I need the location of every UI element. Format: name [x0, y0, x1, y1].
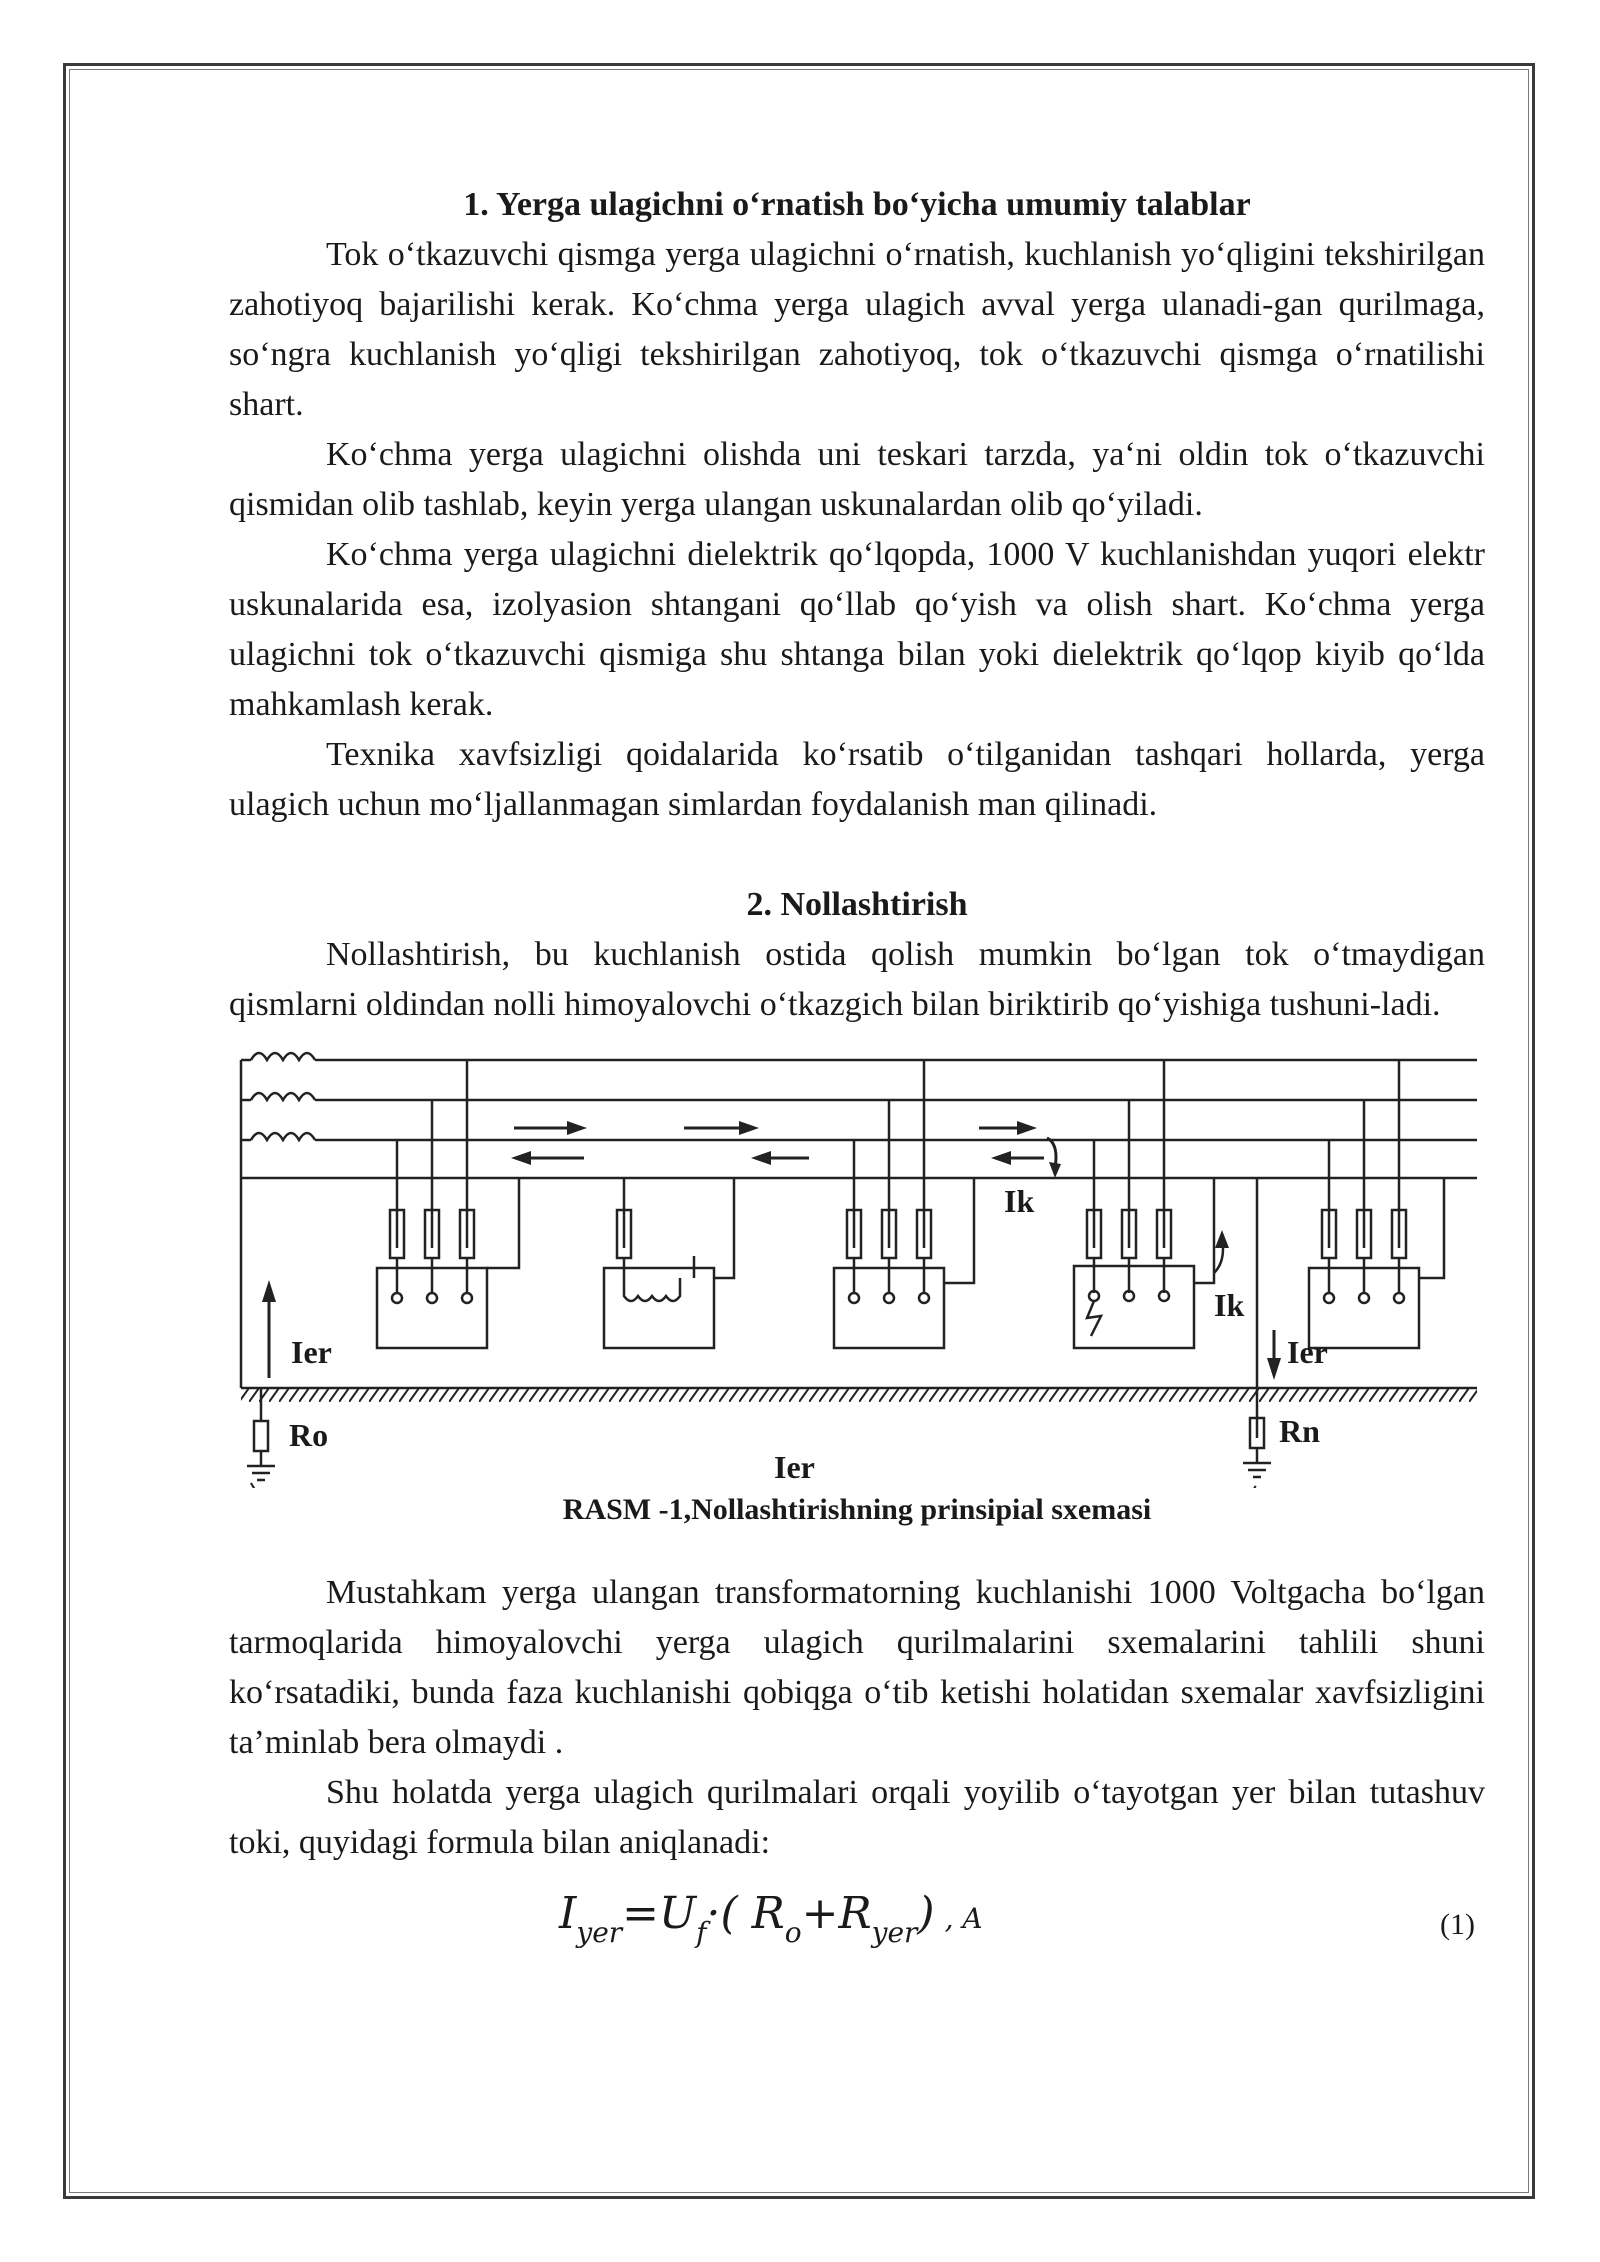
- section1-paragraph: Ko‘chma yerga ulagichni olishda uni teskari tarzda, ya‘ni oldin tok o‘tkazuvchi qismidan olib tashlab, keyin yerga ulangan uskunalardan olib qo‘yiladi.: [229, 436, 1485, 523]
- section2-heading: 2. Nollashtirish: [746, 886, 968, 923]
- equation-number: (1): [1440, 1908, 1475, 1941]
- label-rn: Rn: [1279, 1413, 1320, 1449]
- label-ier-left: Ier: [291, 1334, 332, 1370]
- earth-hatching: [241, 1388, 1477, 1402]
- label-ik-top: Ik: [1004, 1183, 1035, 1219]
- earth-current-formula: $I_{yer}=U_f\cdot$( $R_o+R_{yer}$) , A: [559, 1888, 983, 1949]
- transformer-winding-a: [251, 1053, 315, 1060]
- transformer-winding-b: [251, 1093, 315, 1100]
- formula-row: [229, 1888, 1485, 1978]
- consumer-box-2: [604, 1268, 714, 1348]
- section2-paragraph: Nollashtirish, bu kuchlanish ostida qolish mumkin bo‘lgan tok o‘tmaydigan qismlarni oldindan nolli himoyalovchi o‘tkazgich bilan biriktirib qo‘yishiga tushuni-ladi.: [229, 936, 1485, 1023]
- section1-heading: 1. Yerga ulagichni o‘rnatish bo‘yicha umumiy talablar: [463, 186, 1251, 223]
- section3-paragraph: Shu holatda yerga ulagich qurilmalari orqali yoyilib o‘tayotgan yer bilan tutashuv toki, quyidagi formula bilan aniqlanadi:: [229, 1774, 1485, 1861]
- section3-paragraph: Mustahkam yerga ulangan transformatorning kuchlanishi 1000 Voltgacha bo‘lgan tarmoqlarida himoyalovchi yerga ulagich qurilmalarini sxemalarini tahlili shuni ko‘rsatadiki, bunda faza kuchlanishi qobiqga o‘tib ketishi holatidan sxemalar xavfsizligini ta’minlab bera olmaydi .: [229, 1574, 1485, 1761]
- label-ro: Ro: [289, 1417, 329, 1453]
- transformer-winding-c: [251, 1133, 315, 1140]
- label-ier-right: Ier: [1287, 1334, 1328, 1370]
- section1-paragraph: Ko‘chma yerga ulagichni dielektrik qo‘lqopda, 1000 V kuchlanishdan yuqori elektr uskunalarida esa, izolyasion shtangani qo‘llab qo‘yish va olish shart. Ko‘chma yerga ulagichni tok o‘tkazuvchi qismiga shu shtanga bilan yoki dielektrik qo‘lqop kiyib qo‘lda mahkamlash kerak.: [229, 536, 1485, 723]
- label-ik-right: Ik: [1214, 1287, 1245, 1323]
- earth-current-path: [251, 1483, 1257, 1488]
- circuit-schematic: [229, 1038, 1485, 1488]
- section1-paragraph: Tok o‘tkazuvchi qismga yerga ulagichni o‘rnatish, kuchlanish yo‘qligini tekshirilgan zahotiyoq bajarilishi kerak. Ko‘chma yerga ulagich avval yerga ulanadi-gan qurilmaga, so‘ngra kuchlanish yo‘qligi tekshirilgan zahotiyoq, tok o‘tkazuvchi qismga o‘rnatilishi shart.: [229, 236, 1485, 423]
- page-content: [229, 180, 1485, 1978]
- section1-paragraph: Texnika xavfsizligi qoidalarida ko‘rsatib o‘tilganidan tashqari hollarda, yerga ulagich uchun mo‘ljallanmagan simlardan foydalanish man qilinadi.: [229, 736, 1485, 823]
- figure-caption: RASM -1,Nollashtirishning prinsipial sxemasi: [562, 1493, 1152, 1526]
- label-ier-bottom: Ier: [774, 1449, 815, 1485]
- nulling-circuit-diagram: [229, 1038, 1485, 1568]
